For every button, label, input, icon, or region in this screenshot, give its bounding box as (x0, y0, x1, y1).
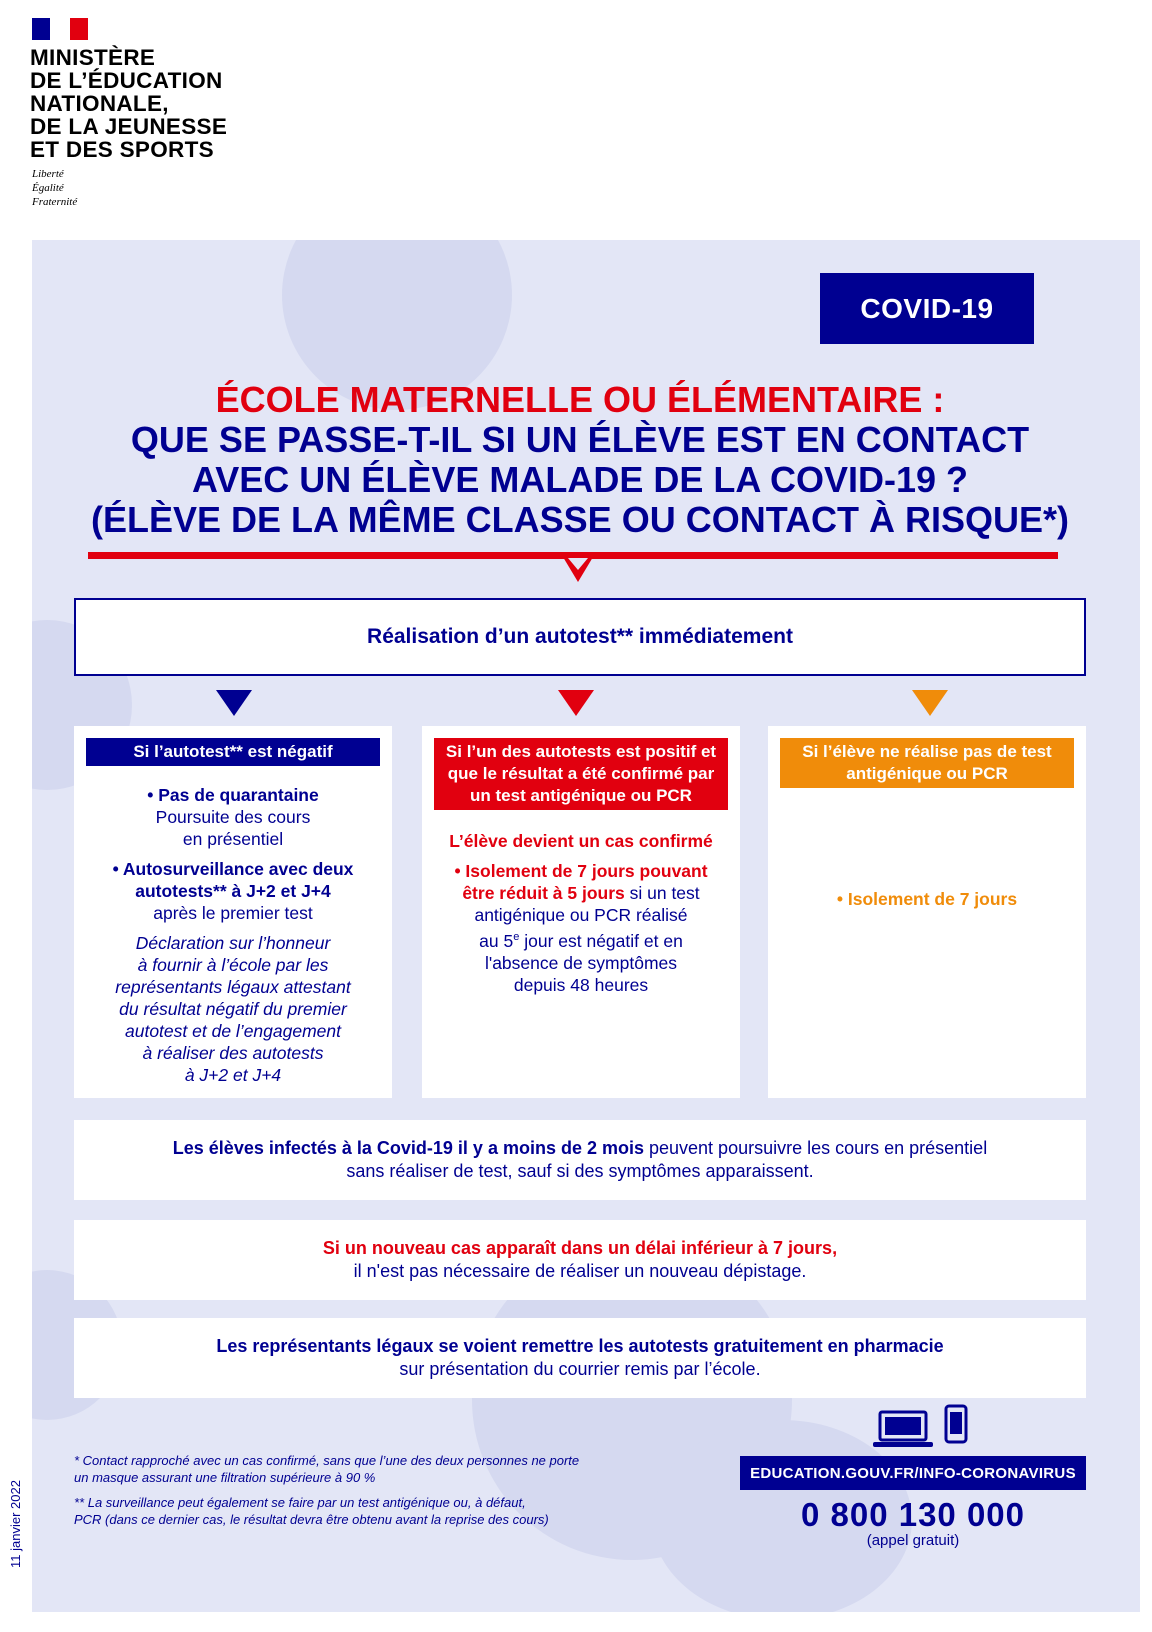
title-line-3: AVEC UN ÉLÈVE MALADE DE LA COVID-19 ? (191, 459, 969, 500)
declaration-line: Déclaration sur l’honneur (135, 933, 331, 953)
declaration-line: à J+2 et J+4 (184, 1065, 282, 1085)
declaration-line: à réaliser des autotests (142, 1043, 324, 1063)
column-no-test (768, 726, 1086, 1098)
body-text: jour est négatif et en (519, 930, 683, 951)
column-positive (422, 726, 740, 1098)
marianne-flag-logo (32, 18, 88, 40)
body-text: en présentiel (182, 829, 284, 849)
superscript: e (513, 931, 520, 943)
publication-date: 11 janvier 2022 (8, 1480, 23, 1568)
self-monitoring-text: autotests** à J+2 et J+4 (135, 881, 331, 901)
isolation-7-days-text: • Isolement de 7 jours (836, 889, 1018, 909)
info-bold: Les élèves infectés à la Covid-19 il y a moins de 2 mois (172, 1138, 644, 1158)
info-box-pharmacy (74, 1318, 1086, 1398)
phone-note: (appel gratuit) (866, 1532, 960, 1549)
body-text: l'absence de symptômes (484, 952, 678, 973)
body-text: après le premier test (153, 903, 313, 923)
info-box-new-case (74, 1220, 1086, 1300)
motto-liberte: Liberté (32, 168, 64, 180)
column-no-test-header: Si l’élève ne réalise pas de test antigénique ou PCR (780, 738, 1074, 788)
info-line: sur présentation du courrier remis par l’école. (399, 1359, 761, 1379)
body-text: au 5 (479, 930, 514, 951)
arrow-down-icon (558, 690, 594, 716)
column-positive-header: Si l’un des autotests est positif et que le résultat a été confirmé par un test antigénique ou PCR (434, 738, 728, 810)
arrow-down-icon (912, 690, 948, 716)
declaration-line: du résultat négatif du premier (119, 999, 347, 1019)
column-positive-body (436, 830, 726, 996)
body-text: Poursuite des cours (155, 807, 311, 827)
title-line-2 (40, 420, 1120, 460)
confirmed-case-text: L’élève devient un cas confirmé (449, 831, 713, 851)
self-monitoring-text: • Autosurveillance avec deux (112, 859, 354, 879)
body-text: antigénique ou PCR réalisé (474, 905, 688, 925)
ministry-line: DE LA JEUNESSE (30, 114, 228, 139)
info-line (173, 1137, 987, 1160)
footnote-1: * Contact rapproché avec un cas confirmé, sans que l’une des deux personnes ne porte (74, 1453, 580, 1468)
column-negative-header: Si l’autotest** est négatif (86, 738, 380, 766)
title-line-2b: UN ÉLÈVE EST EN CONTACT (525, 419, 1030, 460)
phone-icon (944, 1404, 968, 1444)
republic-motto (32, 167, 77, 209)
no-quarantine-text: • Pas de quarantaine (147, 785, 319, 805)
title-line-1: ÉCOLE MATERNELLE OU ÉLÉMENTAIRE : (215, 379, 945, 420)
declaration-text (88, 932, 378, 1086)
column-negative-body (88, 784, 378, 1086)
title-line-2a: QUE SE PASSE-T-IL SI (130, 419, 526, 460)
covid-badge: COVID-19 (820, 273, 1034, 344)
footnote-2: PCR (dans ce dernier cas, le résultat devra être obtenu avant la reprise des cours) (74, 1512, 549, 1527)
info-coronavirus-link[interactable]: EDUCATION.GOUV.FR/INFO-CORONAVIRUS (740, 1456, 1086, 1490)
page-title (40, 380, 1120, 540)
ministry-line: NATIONALE, (30, 91, 169, 116)
isolation-text: • Isolement de 7 jours pouvant (454, 861, 708, 881)
motto-egalite: Égalité (32, 182, 64, 194)
column-negative (74, 726, 392, 1098)
body-text (436, 926, 726, 952)
info-line: sans réaliser de test, sauf si des symptômes apparaissent. (346, 1161, 814, 1181)
body-text: si un test (624, 883, 700, 903)
declaration-line: à fournir à l’école par les (137, 955, 329, 975)
ministry-line: ET DES SPORTS (30, 137, 214, 162)
footnote-2: ** La surveillance peut également se faire par un test antigénique ou, à défaut, (74, 1495, 526, 1510)
phone-number: 0 800 130 000 (800, 1496, 1026, 1533)
autotest-step-box: Réalisation d’un autotest** immédiatement (74, 598, 1086, 676)
info-line: il n'est pas nécessaire de réaliser un nouveau dépistage. (353, 1261, 807, 1281)
declaration-line: autotest et de l’engagement (125, 1021, 341, 1041)
ministry-line: DE L’ÉDUCATION (30, 68, 223, 93)
info-box-recent-infection (74, 1120, 1086, 1200)
isolation-text (436, 882, 726, 904)
isolation-reduced: être réduit à 5 jours (462, 883, 625, 903)
footnote-1: un masque assurant une filtration supérieure à 90 % (74, 1470, 376, 1485)
info-bold: Si un nouveau cas apparaît dans un délai inférieur à 7 jours, (322, 1238, 838, 1258)
info-bold: Les représentants légaux se voient remettre les autotests gratuitement en pharmacie (216, 1336, 944, 1356)
ministry-name (30, 46, 227, 161)
declaration-line: représentants légaux attestant (115, 977, 351, 997)
laptop-icon (872, 1410, 934, 1448)
ministry-line: MINISTÈRE (30, 45, 156, 70)
footnotes (74, 1452, 579, 1528)
motto-fraternite: Fraternité (32, 196, 78, 208)
column-no-test-body (782, 888, 1072, 910)
body-text: depuis 48 heures (513, 974, 649, 995)
chevron-down-icon (560, 552, 596, 582)
info-text: peuvent poursuivre les cours en présentiel (644, 1138, 988, 1158)
arrow-down-icon (216, 690, 252, 716)
title-line-4: (ÉLÈVE DE LA MÊME CLASSE OU CONTACT À RISQUE*) (90, 499, 1070, 540)
